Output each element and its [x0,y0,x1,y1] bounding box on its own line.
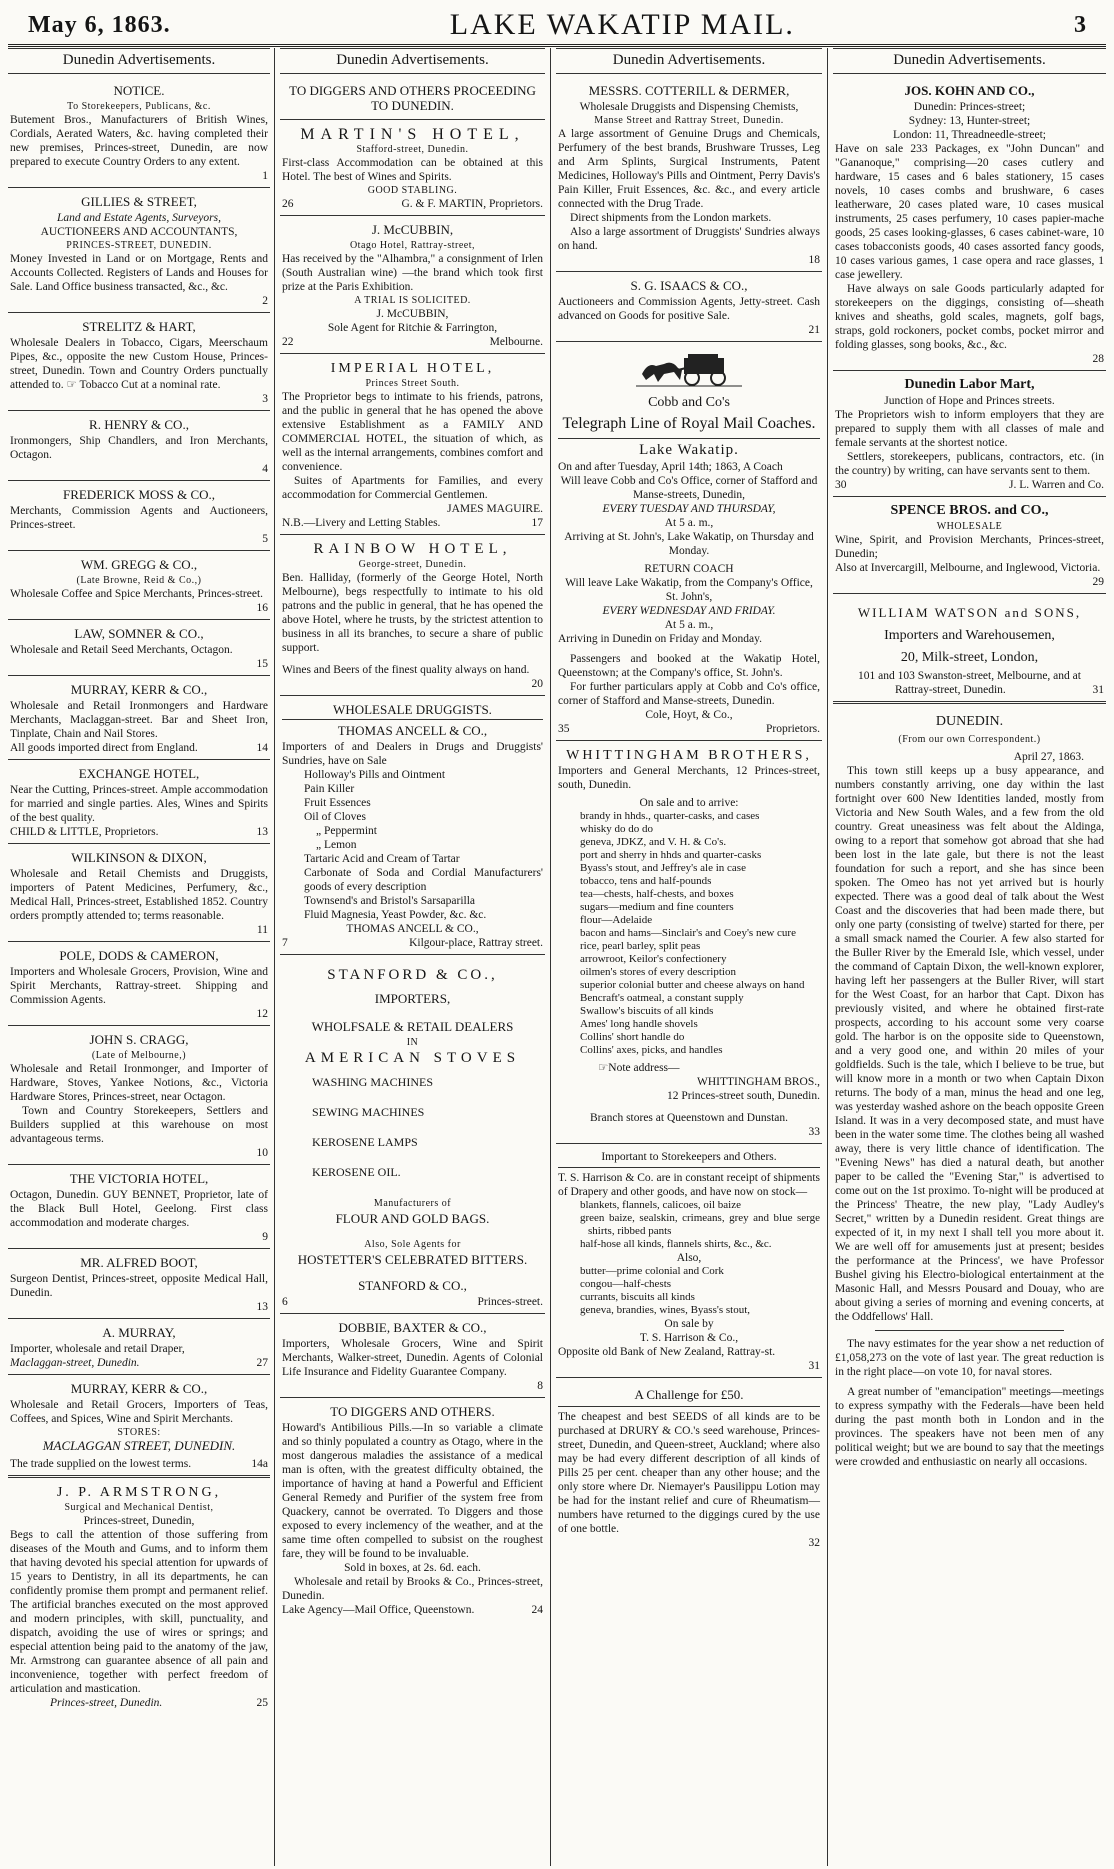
ad-body: A large assortment of Genuine Drugs and Chemicals, Perfumery of the best brands, Brushware Trusses, Leg and Arm Splints, Surgical Instruments, Patent Medicines, Holloway's Pills and Ointment, Perry Davis's Pain Killer, Fruit Essences, &c. &c., and every article connected with the Drug Trade. [558,128,820,210]
ad-murray-kerr-2 [8,1378,270,1478]
ad-body: Ben. Halliday, (formerly of the George Hotel, North Melbourne), begs respectfully to intimate to his old patrons and the public in general, that he has opened the above Hotel, where he trusts, by the strictest attention to business in all its branches, to secure a share of public support. [282,572,543,654]
list-item: Ames' long handle shovels [580,1018,698,1030]
list-item: Fruit Essences [304,797,371,809]
ad-address: Princes-street, Dunedin. [50,1697,163,1709]
ad-signature: G. & F. MARTIN, Proprietors. [401,198,543,210]
ad-body: Lake Agency—Mail Office, Queenstown. [282,1604,475,1616]
ad-body: Octagon, Dunedin. GUY BENNET, Proprietor, late of the Black Bull Hotel, Geelong. First class accommodation and moderate charges. [10,1189,268,1229]
ad-isaacs [556,275,822,342]
article-paragraph: The navy estimates for the year show a net reduction of £1,058,273 on the vote of last year. The great reduction is in the right place—on vote 10, for naval stores. [835,1338,1104,1378]
ad-address: Princes-street. [477,1296,543,1308]
ad-title: R. HENRY & CO., [89,417,189,432]
ad-body: Town and Country Storekeepers, Settlers and Builders supplied at this warehouse on most advantageous terms. [10,1105,268,1145]
ad-number: 1 [262,170,268,182]
ad-title: GILLIES & STREET, [81,194,197,209]
ad-body: Passengers and booked at the Wakatip Hotel, Queenstown; at the Company's office, St. John's. [558,653,820,679]
ad-title: JOHN S. CRAGG, [89,1032,189,1047]
ad-henry [8,414,270,481]
ad-schedule: EVERY WEDNESDAY AND FRIDAY. [602,605,776,617]
ad-number: 3 [262,393,268,405]
ad-heading: A Challenge for £50. [634,1387,744,1402]
ad-number: 12 [256,1008,268,1020]
ad-howards-pills [280,1401,545,1621]
column-divider [274,48,275,1866]
ad-number: 17 [531,517,543,529]
ad-dobbie-baxter [280,1317,545,1398]
ad-line: IN [406,1037,419,1048]
ad-body: Butement Bros., Manufacturers of British Wines, Cordials, Aerated Waters, &c. having completed their new premises, Princes-street, Dunedin, are now prepared to execute Country Orders to any extent. [10,114,268,168]
column-divider [550,48,551,1866]
harrison-items [558,1199,820,1251]
ad-heading: Lake Wakatip. [558,438,820,458]
ad-body: Suites of Apartments for Families, and every accommodation for Commercial Gentlemen. [282,475,543,501]
ad-subtitle: To Storekeepers, Publicans, &c. [67,101,211,112]
ad-title: FREDERICK MOSS & CO., [62,487,216,502]
ad-cobb-coaches [556,345,822,741]
list-item: rice, pearl barley, split peas [580,940,701,952]
ad-line: Also, Sole Agents for [364,1239,461,1250]
ad-schedule: At 5 a. m., [664,517,714,529]
ad-body: Auctioneers and Commission Agents, Jetty-street. Cash advanced on Goods for positive Sale. [558,296,820,322]
ad-signature: THOMAS ANCELL & CO., [346,923,479,935]
stanford-items [282,1067,543,1187]
ad-address: Kilgour-place, Rattray street. [409,937,543,949]
column-1 [8,48,270,1866]
ad-cotterill-dermer [556,80,822,272]
ad-heading: Important to Storekeepers and Others. [601,1151,777,1163]
ad-body: T. S. Harrison & Co. are in constant receipt of shipments of Drapery and other goods, and have now on stock— [558,1167,820,1199]
ad-body: Direct shipments from the London markets. [570,212,772,224]
list-item: Townsend's and Bristol's Sarsaparilla [304,895,476,907]
ad-body: Importer, wholesale and retail Draper, [10,1343,185,1355]
column-divider [827,48,828,1866]
ad-subtitle: Land and Estate Agents, Surveyors, [57,212,221,224]
ad-number: 20 [531,678,543,690]
column-header: Dunedin Advertisements. [833,48,1106,74]
ad-murray-kerr-1 [8,679,270,760]
news-dunedin [833,707,1106,1473]
ad-subtitle: Princes-street, Dunedin, [83,1515,195,1527]
list-item: whisky do do do [580,823,654,835]
ad-number: 31 [808,1360,820,1372]
ad-title: RAINBOW HOTEL, [313,541,512,557]
ad-pole [8,945,270,1026]
ad-number: 29 [1092,576,1104,588]
ad-number: 8 [537,1380,543,1392]
ad-title: STRELITZ & HART, [82,319,196,334]
ad-subtitle: PRINCES-STREET, DUNEDIN. [66,240,212,251]
ad-body: Have always on sale Goods particularly adapted for storekeepers on the diggings, consisting of—sheath knives and sheaths, gold scales, magnets, golf bags, straps, gold rockoners, pocket combs, pocket mirror and folding glasses, song books, &c., &c. [835,283,1104,351]
ad-body: Importers of and Dealers in Drugs and Druggists' Sundries, have on Sale [282,741,543,767]
article-title: DUNEDIN. [935,714,1004,729]
ad-number: 30 [835,479,847,491]
ad-subtitle: George-street, Dunedin. [358,559,467,570]
ad-stanford [280,958,545,1314]
list-item: Tartaric Acid and Cream of Tartar [304,853,460,865]
ad-body: Money Invested in Land or on Mortgage, Rents and Accounts Collected. Registers of Lands and Houses for Sale. Land Office business transacted, &c., &c. [10,253,268,293]
ad-number: 2 [262,295,268,307]
ad-title: MURRAY, KERR & CO., [70,1381,208,1396]
ad-body: Sold in boxes, at 2s. 6d. each. [344,1562,481,1574]
ad-signature: STANFORD & CO., [358,1278,467,1293]
ad-gregg [8,554,270,620]
list-item: currants, biscuits all kinds [580,1291,695,1303]
ad-wilkinson [8,847,270,942]
ad-strelitz [8,316,270,411]
ad-number: 9 [262,1231,268,1243]
ad-body: Wholesale and Retail Ironmongers and Hardware Merchants, Maclaggan-street. Bar and Sheet Iron, Tinplate, Chain and Nail Stores. [10,700,268,740]
ad-wholesale-druggists [280,699,545,955]
ad-address: MACLAGGAN STREET, DUNEDIN. [42,1438,236,1453]
ad-title: LAW, SOMNER & CO., [74,626,204,641]
list-item: butter—prime colonial and Cork [580,1265,724,1277]
article-byline: (From our own Correspondent.) [898,734,1041,745]
ad-line: Rattray-street, Dunedin. [895,684,1006,696]
ad-number: 25 [256,1697,268,1709]
ad-title: A. MURRAY, [102,1325,176,1340]
ad-body: The Proprietors wish to inform employers that they are prepared to supply them with all classes of male and female servants at the shortest notice. [835,409,1104,449]
ad-law [8,623,270,676]
ad-address: Maclaggan-street, Dunedin. [10,1357,140,1369]
column-header: Dunedin Advertisements. [8,48,270,74]
ad-body: Have on sale 233 Packages, ex "John Duncan" and "Gananoque," comprising—20 cases cutlery and hardware, 15 cases and 6 bales stationery, 15 cases novels, 10 cases combs and brushware, 6 cases leatherware, 20 cases plated ware, 10 cases musical instruments, 25 cases perfumery, 10 cases papier-mache goods, 25 cases looking-glasses, 6 cases cabinet-ware, 10 cases tobacconists goods, 40 cases assorted fancy goods, 10 cases various games, 1 case opera and race glasses, 1 case jewellery. [835,143,1104,281]
ad-title: Dunedin Labor Mart, [904,377,1035,392]
ad-title: THE VICTORIA HOTEL, [69,1171,209,1186]
ad-signature: CHILD & LITTLE, Proprietors. [10,826,159,838]
ad-number: 21 [808,324,820,336]
ad-imperial-hotel [280,357,545,535]
ad-title: POLE, DODS & CAMERON, [59,948,219,963]
ad-signature: T. S. Harrison & Co., [639,1332,739,1344]
column-header: Dunedin Advertisements. [280,48,545,74]
ad-signature: WHITTINGHAM BROS., [697,1076,820,1088]
ad-title: J. P. ARMSTRONG, [56,1485,222,1500]
article-paragraph: This town still keeps up a busy appearance, and numbers constantly arriving, one day within the last fortnight over 600 New Identities landed, mostly from Victoria and New South Wales, and a few from the old country. Great uneasiness was felt about the Aldinga, owing to a report that somehow got abroad that she had been lost in the late gale, but there is not the least foundation for such a report, and she has since been spoken. The Omeo has not yet arrived but is hourly expected. There was a good deal of talk about the West Coast and the discoveries that had been made there, but only one party (consisting of twelve) started for there, per a small smack named the Courier. A few also started for the Buller River by the Emerald Isle, which vessel, under the command of Captain Dixon, the well-known explorer, having left her passengers at the Buller River, will start for the West Coast, for an harbor that Capt. Dixon has previously visited, and where he obtained first-rate prospects, according to his account some very coarse gold. The harbor is on the opposite side to Queenstown, and a very good one, and within 20 miles of your goldfields. Such is the tale, which I believe to be true, but will know more in a month or two when Captain Dixon returns. The body of a man, minus the head and one leg, was yesterday washed ashore on the beach opposite Green Island. It was in a very decomposed state, and must have been in the water some time. The clothes being all washed away, there is very little chance of identification. The "Evening News" has died a natural death, but another paper to be called the "Evening Star," is advertised to come out on the 1st proximo. To-night will be produced at the Princess' Theatre, the new play, "Lady Audley's Secret," written by a Dunedin resident. Great things are expected of it, in my next I shall tell you more about it. We are well off for amusements just at present; besides the performance at the Princess', we have Professor Bushel giving his Electro-biological entertainment at the Masonic Hall, and Messrs Pousard and Douay, who are about giving a series of morning and evening concerts, at the Oddfellows' Hall. [835,765,1104,1323]
ad-title: Telegraph Line of Royal Mail Coaches. [562,415,816,432]
ad-title: NOTICE. [113,83,165,98]
ad-subtitle: (Late Browne, Reid & Co.,) [76,575,202,586]
list-item: sugars—medium and fine counters [580,901,734,913]
whittingham-items [558,810,820,1057]
ad-line: 101 and 103 Swanston-street, Melbourne, and at [858,670,1081,682]
ad-body: Wholesale Dealers in Tobacco, Cigars, Meerschaum Pipes, &c., opposite the new Custom House, Princes-street, Dunedin. Town and Country Orders punctually attended to. ☞ Tobacco Cut at a nominal rate. [10,337,268,391]
list-item: geneva, brandies, wines, Byass's stout, [580,1304,751,1316]
ad-signature: Cole, Hoyt, & Co., [645,709,733,721]
ad-number: 27 [256,1357,268,1369]
list-item: KEROSENE OIL. [312,1165,401,1179]
ad-address: London: 11, Threadneedle-street; [893,129,1046,141]
druggist-items [282,768,543,922]
top-rule [8,44,1106,45]
list-item: geneva, JDKZ, and V. H. & Co's. [580,836,727,848]
ad-subtitle: WHOLESALE [936,521,1003,532]
ad-number: 14 [256,742,268,754]
column-header: Dunedin Advertisements. [556,48,822,74]
ad-body: Importers, Wholesale Grocers, Wine and Spirit Merchants, Walker-street, Dunedin. Agents of Colonial Life Insurance and Fidelity Guarantee Company. [282,1338,543,1378]
list-item: tobacco, tens and half-pounds [580,875,712,887]
ad-body: Wholesale and Retail Ironmonger, and Importer of Hardware, Stoves, Yankee Notions, &c., Victoria Hardware Stores, Princes-street, near Octagon. [10,1063,268,1103]
coach-icon [558,350,820,394]
ad-number: 13 [256,826,268,838]
ad-subtitle: Wholesale Druggists and Dispensing Chemists, [579,101,799,113]
ad-mccubbin [280,219,545,354]
ad-notice [8,80,270,188]
ad-line: IMPORTERS, [374,991,451,1006]
column-3 [556,48,822,1866]
ad-line: 20, Milk-street, London, [900,650,1039,665]
ad-number: 35 [558,723,570,735]
ad-number: 18 [808,254,820,266]
ad-subtitle: Surgical and Mechanical Dentist, [64,1502,214,1513]
ad-number: 31 [1092,684,1104,696]
ad-subtitle: A TRIAL IS SOLICITED. [354,295,471,306]
ad-line: Importers and Warehousemen, [884,628,1055,643]
ad-title: STANFORD & CO., [327,967,498,983]
ad-subtitle: STORES: [117,1427,161,1438]
ad-number: 33 [808,1126,820,1138]
ad-title: Cobb and Co's [648,395,730,410]
ad-body: Wholesale and Retail Grocers, Importers of Teas, Coffees, and Spices, Wine and Spirit Merchants. [10,1399,268,1425]
list-item: „ Lemon [316,839,357,851]
ad-number: 26 [282,198,294,210]
ad-body: Also at Invercargill, Melbourne, and Inglewood, Victoria. [835,562,1101,574]
ad-title: THOMAS ANCELL & CO., [282,719,543,738]
ad-subtitle: On sale by [664,1318,714,1330]
ad-body: N.B.—Livery and Letting Stables. [282,517,441,529]
ad-number: 32 [808,1537,820,1549]
ad-gillies [8,191,270,313]
ad-title: TO DIGGERS AND OTHERS PROCEEDING TO DUNEDIN. [289,83,536,113]
ad-body: Importers and Wholesale Grocers, Provision, Wine and Spirit Merchants, Rattray-street. Shipping and Commission Agents. [10,966,268,1006]
ad-boot [8,1252,270,1319]
ad-body: The Proprietor begs to intimate to his friends, patrons, and the public in general that he has opened the above extensive Establishment as a FAMILY AND COMMERCIAL HOTEL, the situation of which, as well as the internal arrangements, combines comfort and convenience. [282,391,543,473]
ad-address: Opposite old Bank of New Zealand, Rattray-st. [558,1346,776,1358]
list-item: green baize, sealskin, crimeans, grey and blue serge shirts, ribbed pants [580,1212,820,1237]
ad-address: Melbourne. [489,336,543,348]
ad-title: MURRAY, KERR & CO., [70,682,208,697]
list-item: Collins' axes, picks, and handles [580,1044,723,1056]
list-item: „ Peppermint [316,825,377,837]
ad-body: On and after Tuesday, April 14th; 1863, A Coach [558,461,783,473]
ad-subtitle: AUCTIONEERS AND ACCOUNTANTS, [40,226,238,238]
ad-title: WILKINSON & DIXON, [71,850,207,865]
ad-note: ☞Note address— [598,1062,680,1074]
ad-a-murray [8,1322,270,1375]
ad-title: SPENCE BROS. and CO., [890,503,1049,518]
top-rule-2 [8,46,1106,47]
ad-title: WM. GREGG & CO., [80,557,198,572]
list-item: half-hose all kinds, flannels shirts, &c., &c. [580,1238,772,1250]
list-item: congou—half-chests [580,1278,672,1290]
list-item: flour—Adelaide [580,914,653,926]
ad-title: DOBBIE, BAXTER & CO., [338,1320,487,1335]
ad-body: Wholesale and Retail Chemists and Druggists, importers of Patent Medicines, Perfumery, &c., Medical Hall, Princes-street, Established 1852. Country orders promptly attended to; terms reasonable. [10,868,268,922]
ad-body: Settlers, storekeepers, publicans, contractors, etc. (in the country) by writing, can have servants sent to them. [835,451,1104,477]
ad-signature: J. McCUBBIN, [376,308,449,320]
ad-title: EXCHANGE HOTEL, [78,766,200,781]
list-item: Byass's stout, and Jeffrey's ale in case [580,862,746,874]
ad-title: JOS. KOHN AND CO., [904,83,1035,98]
article-date: April 27, 1863. [1013,751,1084,763]
list-item: blankets, flannels, calicoes, oil baize [580,1199,741,1211]
ad-schedule: At 5 a. m., [664,619,714,631]
list-item: brandy in hhds., quarter-casks, and cases [580,810,760,822]
ad-watson [833,597,1106,704]
ad-subtitle: On sale and to arrive: [639,797,739,809]
ad-line: Manufacturers of [373,1198,452,1209]
ad-line: WHOLFSALE & RETAIL DEALERS [311,1019,514,1034]
ad-body: Branch stores at Queenstown and Dunstan. [589,1112,788,1124]
ad-body: Will leave Cobb and Co's Office, corner of Stafford and Manse-streets, Dunedin, [560,475,818,501]
ad-body: Howard's Antibilious Pills.—In so variable a climate and so thinly populated a country as Otago, where in the most dangerous maladies the assistance of a medical man is often, with the greatest difficulty obtained, the importance of having at hand a Powerful and Efficient General Remedy and Purifier of the system free from Quackery, cannot be overrated. To Diggers and those exposed to every inclemency of the weather, and at the same time often compelled to subsist on the roughest fare, they will be found to be invaluable. [282,1422,543,1560]
ad-number: 22 [282,336,294,348]
ad-body: Near the Cutting, Princes-street. Ample accommodation for married and single parties. Ales, Wines and Spirits of the best quality. [10,784,268,824]
issue-date: May 6, 1863. [28,11,171,38]
ad-subtitle: Also, [676,1252,702,1264]
ad-line: AMERICAN STOVES [304,1050,521,1066]
article-paragraph: A great number of "emancipation" meetings—meetings to express sympathy with the Federals—have been held during the past month both in London and in the provinces. The speakers have not been men of any political weight; but we are bound to say that the meetings were crowded and enthusiastic on nearly all occasions. [835,1386,1104,1468]
page-number: 3 [1073,11,1086,38]
ad-schedule: EVERY TUESDAY AND THURSDAY, [602,503,776,515]
list-item: bacon and hams—Sinclair's and Coey's new cure [580,927,796,939]
ad-title: WHITTINGHAM BROTHERS, [566,748,812,763]
ad-title: IMPERIAL HOTEL, [330,361,495,376]
ad-diggers-heading [280,80,545,120]
ad-number: 15 [256,658,268,670]
ad-signature: J. L. Warren and Co. [1009,479,1104,491]
ad-number: 4 [262,463,268,475]
ad-signature: Proprietors. [766,723,820,735]
column-4 [833,48,1106,1866]
ad-armstrong [8,1481,270,1714]
ad-line: FLOUR AND GOLD BAGS. [335,1211,490,1226]
ad-spence [833,500,1106,594]
list-item: Pain Killer [304,783,355,795]
list-item: Collins' short handle do [580,1031,685,1043]
ad-labor-mart [833,374,1106,497]
ad-body: Arriving at St. John's, Lake Wakatip, on Thursday and Monday. [564,531,814,557]
ad-body: First-class Accommodation can be obtained at this Hotel. The best of Wines and Spirits. [282,157,543,183]
ad-body: Begs to call the attention of those suffering from diseases of the Mouth and Gums, and to inform them that having devoted his special attention for upwards of 15 years to Dentistry, in all its departments, he can confidently promise them prompt and permanent relief. The artificial branches executed on the most approved and modern principles, with skill, punctuality, and dispatch, avoiding the use of wires or springs; and especial attention being paid to the anatomy of the jaw, Mr. Armstrong can guarantee absence of all pain and inconvenience, together with perfect freedom of articulation and mastication. [10,1529,268,1695]
ad-drury-challenge [556,1381,822,1554]
ad-number: 10 [256,1147,268,1159]
ad-subtitle: GOOD STABLING. [367,185,458,196]
ad-harrison [556,1147,822,1378]
ad-title: TO DIGGERS AND OTHERS. [330,1404,495,1419]
ad-title: J. McCUBBIN, [371,222,454,237]
ad-number: 14a [251,1458,268,1470]
ad-number: 6 [282,1296,288,1308]
ad-moss [8,484,270,551]
ad-body: Wholesale and retail by Brooks & Co., Princes-street, Dunedin. [282,1576,543,1602]
ad-number: 16 [256,602,268,614]
separator [875,1330,1064,1331]
ad-subtitle: Manse Street and Rattray Street, Dunedin. [594,115,784,126]
ad-address: Sydney: 13, Hunter-street; [908,115,1031,127]
ad-title: S. G. ISAACS & CO., [630,278,748,293]
ad-body: Also a large assortment of Druggists' Sundries always on hand. [558,226,820,252]
list-item: Bencraft's oatmeal, a constant supply [580,992,744,1004]
ad-kohn [833,80,1106,371]
ad-victoria-hotel [8,1168,270,1249]
ad-title: WILLIAM WATSON and SONS, [857,605,1082,620]
ad-body: Surgeon Dentist, Princes-street, opposite Medical Hall, Dunedin. [10,1273,268,1299]
ad-subtitle: Stafford-street, Dunedin. [356,144,469,155]
ad-address: 12 Princes-street south, Dunedin. [667,1090,820,1102]
ad-body: Wines and Beers of the finest quality always on hand. [282,664,530,676]
ad-number: 5 [262,533,268,545]
ad-heading: WHOLESALE DRUGGISTS. [333,702,492,717]
list-item: oilmen's stores of every description [580,966,736,978]
ad-address: Dunedin: Princes-street; [913,101,1026,113]
ad-subtitle: Otago Hotel, Rattray-street, [349,240,476,251]
ad-heading: RETURN COACH [644,563,734,575]
ad-subtitle: (Late of Melbourne,) [91,1050,187,1061]
ad-exchange-hotel [8,763,270,844]
ad-body: Arriving in Dunedin on Friday and Monday. [558,633,762,645]
ad-martins-hotel [280,123,545,216]
ad-line: HOSTETTER'S CELEBRATED BITTERS. [297,1252,528,1267]
ad-title: MESSRS. COTTERILL & DERMER, [588,83,790,98]
list-item: SEWING MACHINES [312,1105,425,1119]
harrison-items-2 [558,1265,820,1317]
list-item: superior colonial butter and cheese always on hand [580,979,805,991]
list-item: Holloway's Pills and Ointment [304,769,446,781]
ad-body: Importers and General Merchants, 12 Princes-street, south, Dunedin. [558,765,820,791]
ad-number: 7 [282,937,288,949]
ad-body: Wholesale Coffee and Spice Merchants, Princes-street. [10,588,264,600]
ad-body: Wine, Spirit, and Provision Merchants, Princes-street, Dunedin; [835,534,1104,560]
ad-body: Ironmongers, Ship Chandlers, and Iron Merchants, Octagon. [10,435,268,461]
newspaper-title: LAKE WAKATIP MAIL. [449,8,795,41]
ad-title: MR. ALFRED BOOT, [80,1255,198,1270]
ad-cragg [8,1029,270,1165]
list-item: arrowroot, Keilor's confectionery [580,953,727,965]
ad-number: 28 [1092,353,1104,365]
list-item: Swallow's biscuits of all kinds [580,1005,714,1017]
ad-whittingham [556,744,822,1144]
list-item: Fluid Magnesia, Yeast Powder, &c. &c. [304,909,487,921]
ad-title: MARTIN'S HOTEL, [300,126,525,143]
list-item: tea—chests, half-chests, and boxes [580,888,734,900]
list-item: Carbonate of Soda and Cordial Manufacturers' goods of every description [304,867,543,893]
ad-signature: JAMES MAGUIRE. [447,503,543,515]
ad-body: Has received by the "Alhambra," a consignment of Irlen (South Australian wine) —the brand which took first prize at the Paris Exhibition. [282,253,543,293]
ad-body: Wholesale and Retail Seed Merchants, Octagon. [10,644,233,656]
list-item: Oil of Cloves [304,811,366,823]
ad-body: Will leave Lake Wakatip, from the Company's Office, St. John's, [565,577,813,603]
ad-rainbow-hotel [280,538,545,696]
ad-body: For further particulars apply at Cobb and Co's office, corner of Stafford and Manse-streets, Dunedin. [558,681,820,707]
ad-subtitle: Princes Street South. [365,378,460,389]
ad-number: 13 [256,1301,268,1313]
column-2 [280,48,545,1866]
ad-body: The trade supplied on the lowest terms. [10,1458,192,1470]
ad-number: 11 [256,924,268,936]
ad-number: 24 [531,1604,543,1616]
ad-body: Merchants, Commission Agents and Auctioneers, Princes-street. [10,505,268,531]
ad-subtitle: Junction of Hope and Princes streets. [884,395,1055,407]
ad-body: All goods imported direct from England. [10,742,198,754]
masthead [28,8,1086,42]
list-item: KEROSENE LAMPS [312,1135,418,1149]
list-item: WASHING MACHINES [312,1075,434,1089]
list-item: port and sherry in hhds and quarter-casks [580,849,762,861]
ad-body: The cheapest and best SEEDS of all kinds are to be purchased at DRURY & CO.'s seed warehouse, Princes-street, Dunedin, and Queen-street, Auckland; where also may be had every different description of all kinds of Pills 25 per cent. cheaper than any other house; and the only store where Dr. Niemayer's Pausilippu Lotion may be had for the instant relief and cure of Rheumatism—numbers have returned to the diggings cured by the use of one bottle. [558,1406,820,1536]
ad-body: Sole Agent for Ritchie & Farrington, [327,322,498,334]
